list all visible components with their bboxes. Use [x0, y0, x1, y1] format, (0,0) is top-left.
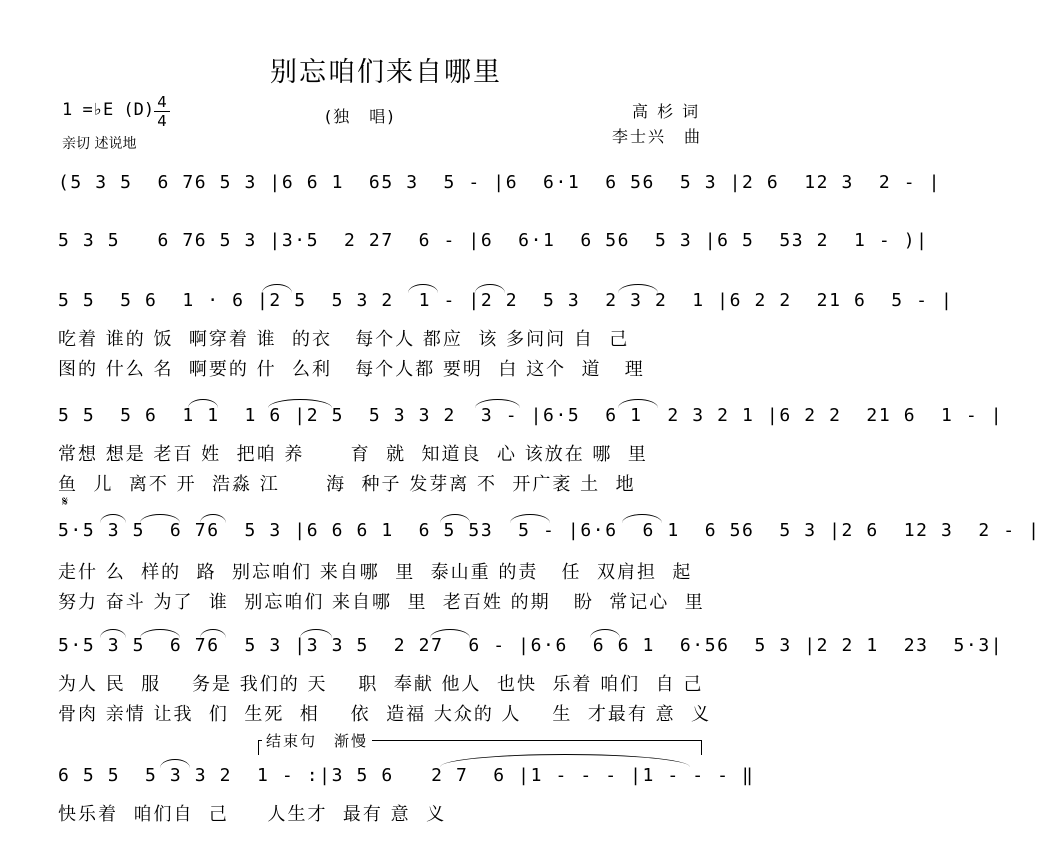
ending-label: 结束句 渐慢 — [262, 730, 372, 751]
slur-mark — [475, 399, 520, 408]
slur-mark — [430, 629, 470, 638]
slur-mark — [140, 629, 180, 638]
slur-mark — [140, 514, 180, 523]
slur-mark — [100, 629, 126, 638]
slur-mark — [408, 284, 438, 293]
slur-mark — [622, 514, 662, 523]
notation-row-1: (5 3 5 6 76 5 3 |6 6 1 65 3 5 - |6 6·1 6 56 5 3 |2 6 12 3 2 - | — [58, 172, 942, 193]
time-signature — [152, 94, 172, 129]
slur-mark — [200, 629, 226, 638]
notation-row-5: 5·5 3 5 6 76 5 3 |6 6 6 1 6 5 53 5 - |6·6 6 1 6 56 5 3 |2 6 12 3 2 - | — [58, 520, 1041, 541]
segno-icon: 𝄋 — [62, 494, 69, 510]
slur-mark — [440, 514, 470, 523]
lyricist-credit: 高 杉 词 — [632, 102, 701, 121]
meter-bottom: 4 — [157, 112, 167, 130]
slur-mark — [200, 514, 226, 523]
lyrics-row-5b: 努力 奋斗 为了 谁 别忘咱们 来自哪 里 老百姓 的期 盼 常记心 里 — [58, 592, 705, 613]
notation-row-2: 5 3 5 6 76 5 3 |3·5 2 27 6 - |6 6·1 6 56 5 3 |6 5 53 2 1 - )| — [58, 230, 929, 251]
song-title: 别忘咱们来自哪里 — [270, 57, 502, 88]
composer-credit: 李士兴 曲 — [612, 127, 703, 146]
slur-mark — [160, 759, 190, 768]
slur-mark — [262, 284, 292, 293]
notation-row-6: 5·5 3 5 6 76 5 3 |3 3 5 2 27 6 - |6·6 6 6 1 6·56 5 3 |2 2 1 23 5·3| — [58, 635, 1004, 656]
notation-row-3: 5 5 5 6 1 · 6 |2 5 5 3 2 1 - |2 2 5 3 2 3 2 1 |6 2 2 21 6 5 - | — [58, 290, 954, 311]
slur-mark — [268, 399, 332, 408]
slur-mark — [590, 629, 620, 638]
lyrics-row-3a: 吃着 谁的 饭 啊穿着 谁 的衣 每个人 都应 该 多问问 自 己 — [58, 329, 630, 350]
slur-mark — [188, 399, 218, 408]
slur-mark — [300, 629, 332, 638]
slur-mark — [100, 514, 126, 523]
lyrics-row-5a: 走什 么 样的 路 别忘咱们 来自哪 里 泰山重 的责 任 双肩担 起 — [58, 562, 693, 583]
slur-mark — [618, 284, 658, 293]
key-signature: 1 =♭E (D) — [62, 100, 155, 120]
performance-type: (独 唱) — [325, 107, 396, 126]
lyrics-row-7: 快乐着 咱们自 己 人生才 最有 意 义 — [58, 804, 447, 825]
meter-top: 4 — [157, 93, 167, 111]
slur-mark — [475, 284, 505, 293]
lyrics-row-4b: 鱼 儿 离不 开 浩淼 江 海 种子 发芽离 不 开广袤 土 地 — [58, 474, 636, 495]
lyrics-row-3b: 图的 什么 名 啊要的 什 么利 每个人都 要明 白 这个 道 理 — [58, 359, 645, 380]
notation-row-4: 5 5 5 6 1 1 1 6 |2 5 5 3 3 2 3 - |6·5 6 1 2 3 2 1 |6 2 2 21 6 1 - | — [58, 405, 1004, 426]
slur-mark — [618, 399, 658, 408]
lyrics-row-6a: 为人 民 服 务是 我们的 天 职 奉献 他人 也快 乐着 咱们 自 己 — [58, 674, 704, 695]
slur-mark — [510, 514, 550, 523]
expression-mark: 亲切 述说地 — [62, 136, 137, 152]
tie-mark — [440, 754, 690, 767]
lyrics-row-4a: 常想 想是 老百 姓 把咱 养 育 就 知道良 心 该放在 哪 里 — [58, 444, 648, 465]
notation-row-7: 6 5 5 5 3 3 2 1 - :|3 5 6 2 7 6 |1 - - - |1 - - - ‖ — [58, 765, 755, 786]
lyrics-row-6b: 骨肉 亲情 让我 们 生死 相 依 造福 大众的 人 生 才最有 意 义 — [58, 704, 712, 725]
